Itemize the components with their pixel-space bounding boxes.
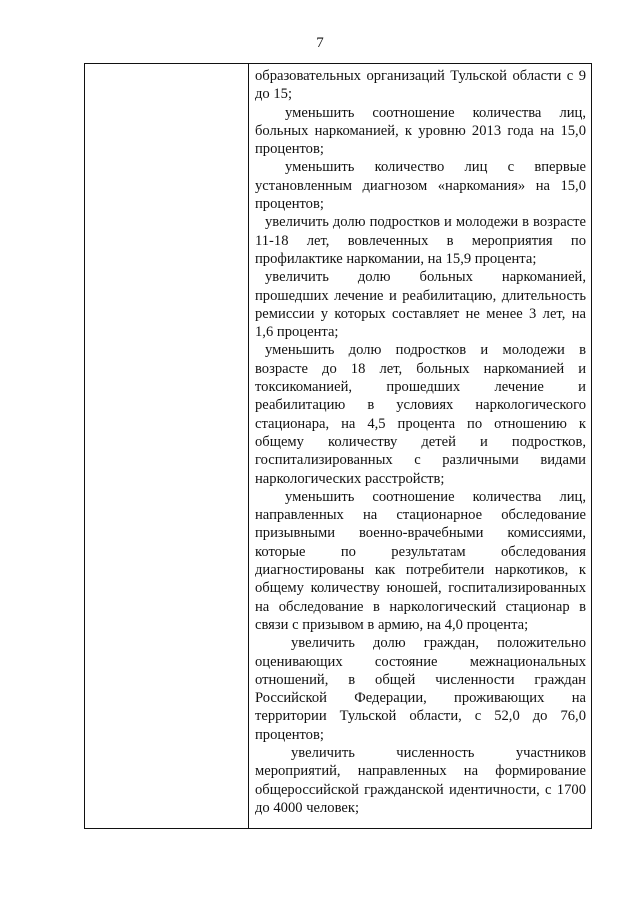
table-right-cell [249,64,591,828]
paragraph-4: увеличить долю подростков и молодежи в возрасте 11-18 лет, вовлеченных в мероприятия по профилактике наркомании, на 15,9 процента; [255,214,586,267]
paragraph-5: увеличить долю больных наркоманией, прошедших лечение и реабилитацию, длительность ремиссии у которых составляет не менее 3 лет, на 1,6 процента; [255,269,586,341]
paragraph-7: уменьшить соотношение количества лиц, направленных на стационарное обследование призывными военно-врачебными комиссиями, которые по результатам обследования диагностированы как потребители наркотиков, к общему количеству юношей, госпитализированных на обследование в наркологический стационар в связи с призывом в армию, на 4,0 процента; [255,488,586,633]
paragraph-3: уменьшить количество лиц с впервые установленным диагнозом «наркомания» на 15,0 процентов; [255,159,586,213]
paragraph-8: увеличить долю граждан, положительно оценивающих состояние межнациональных отношений, в общей численности граждан Российской Федерации, проживающих на территории Тульской области, с 52,0 до 76,0 процентов; [255,635,586,743]
paragraph-6: уменьшить долю подростков и молодежи в возрасте до 18 лет, больных наркоманией и токсикоманией, прошедших лечение и реабилитацию в условиях наркологического стационара, на 4,5 процента по отношению к общему количеству детей и подростков, госпитализированных с различными видами наркологических расстройств; [255,342,586,487]
paragraph-2: уменьшить соотношение количества лиц, больных наркоманией, к уровню 2013 года на 15,0 процентов; [255,104,586,158]
page-number: 7 [316,35,324,51]
table-left-cell [85,64,249,828]
document-table [84,63,592,829]
paragraph-9: увеличить численность участников мероприятий, направленных на формирование общероссийской гражданской идентичности, с 1700 до 4000 человек; [255,744,586,816]
paragraph-1: образовательных организаций Тульской области с 9 до 15; [255,68,586,103]
